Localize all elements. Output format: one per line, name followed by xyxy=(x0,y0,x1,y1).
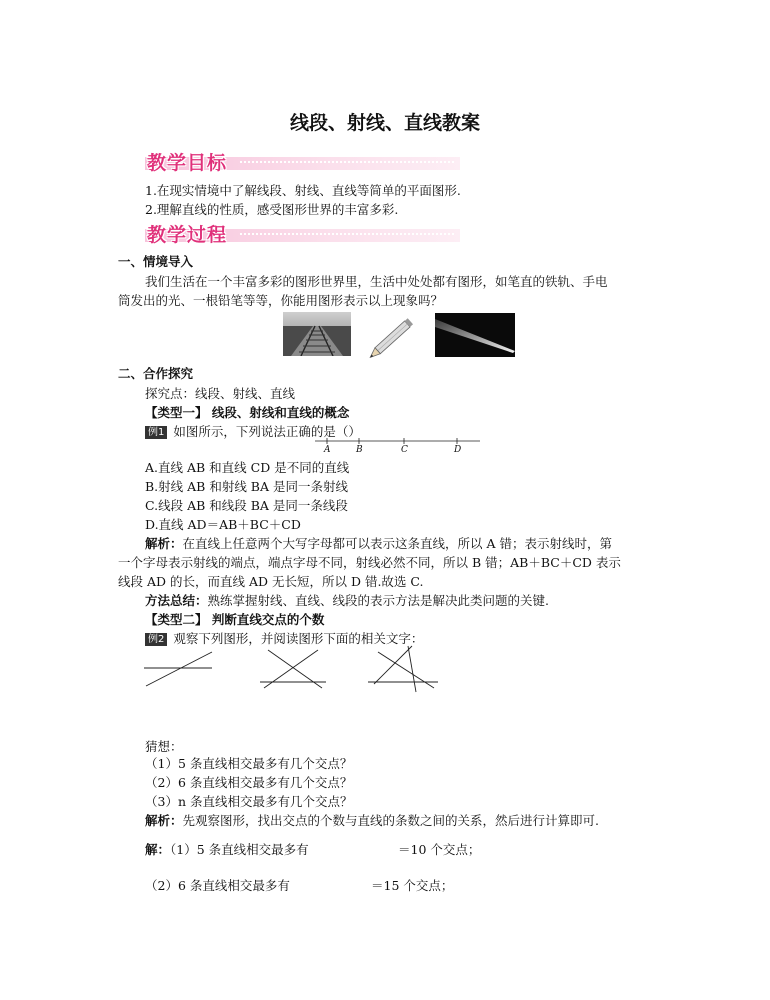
goals-heading: 教学目标 xyxy=(147,152,228,174)
method-text: 熟练掌握射线、直线、线段的表示方法是解决此类问题的关键. xyxy=(207,593,549,608)
solution-label: 解： xyxy=(145,842,171,857)
solution-result-2: ＝15 个交点； xyxy=(371,878,454,893)
analysis-text: 在直线上任意两个大写字母都可以表示这条直线，所以 A 错；表示射线时，第 xyxy=(182,536,612,551)
guess-item: （2）6 条直线相交最多有几个交点？ xyxy=(145,775,353,790)
option-a: A.直线 AB 和直线 CD 是不同的直线 xyxy=(145,460,350,475)
analysis-text: 一个字母表示射线的端点，端点字母不同，射线必然不同，所以 B 错；AB＋BC＋CD 表示 xyxy=(118,555,621,570)
example1-tag: 例1 xyxy=(145,426,167,439)
part1-heading: 一、情境导入 xyxy=(118,254,194,269)
page-title: 线段、射线、直线教案 xyxy=(289,112,480,134)
railway-photo xyxy=(283,312,351,356)
analysis2-label: 解析： xyxy=(145,813,183,828)
point-label: C xyxy=(401,445,408,455)
option-b: B.射线 AB 和射线 BA 是同一条射线 xyxy=(145,479,348,494)
guess-item: （1）5 条直线相交最多有几个交点？ xyxy=(145,756,353,771)
pencil-image xyxy=(368,314,420,358)
flashlight-beam-image xyxy=(435,313,515,357)
point-label: A xyxy=(324,445,331,455)
method-summary xyxy=(145,591,549,609)
analysis-line xyxy=(145,534,612,552)
example1-text: 如图所示，下列说法正确的是（） xyxy=(173,424,361,439)
intro-text: 筒发出的光、一根铅笔等等，你能用图形表示以上现象吗？ xyxy=(118,293,444,308)
example2-text: 观察下列图形，并阅读图形下面的相关文字： xyxy=(173,631,424,646)
three-lines-figure xyxy=(258,646,330,692)
process-heading: 教学过程 xyxy=(147,224,228,246)
example2-tag: 例2 xyxy=(145,633,167,646)
type1-heading: 【类型一】 线段、射线和直线的概念 xyxy=(145,405,350,420)
option-c: C.线段 AB 和线段 BA 是同一条线段 xyxy=(145,498,348,513)
solution-line-1 xyxy=(145,840,309,858)
analysis2-text: 先观察图形，找出交点的个数与直线的条数之间的关系，然后进行计算即可. xyxy=(182,813,599,828)
type2-heading: 【类型二】 判断直线交点的个数 xyxy=(145,612,325,627)
analysis-text: 线段 AD 的长，而直线 AD 无长短，所以 D 错.故选 C. xyxy=(118,574,424,589)
analysis2 xyxy=(145,811,599,829)
goal-item: 2.理解直线的性质，感受图形世界的丰富多彩. xyxy=(145,202,399,217)
solution-text: （1）5 条直线相交最多有 xyxy=(170,842,309,857)
method-label: 方法总结： xyxy=(145,593,208,608)
section-banner-goals xyxy=(145,148,460,174)
four-lines-figure xyxy=(366,642,442,694)
analysis-label: 解析： xyxy=(145,536,183,551)
guess-item: （3）n 条直线相交最多有几个交点？ xyxy=(145,794,353,809)
goal-item: 1.在现实情境中了解线段、射线、直线等简单的平面图形. xyxy=(145,183,461,198)
two-lines-figure xyxy=(140,646,220,692)
intro-text: 我们生活在一个丰富多彩的图形世界里，生活中处处都有图形，如笔直的铁轨、手电 xyxy=(145,274,608,289)
part2-heading: 二、合作探究 xyxy=(118,366,194,381)
solution-line-2: （2）6 条直线相交最多有 xyxy=(145,878,290,893)
option-d: D.直线 AD＝AB＋BC＋CD xyxy=(145,517,301,532)
guess-label: 猜想： xyxy=(145,739,183,754)
section-banner-process xyxy=(145,220,460,246)
point-label: B xyxy=(356,445,363,455)
point-label: D xyxy=(454,445,462,455)
explore-point: 探究点：线段、射线、直线 xyxy=(145,386,296,401)
solution-result-1: ＝10 个交点； xyxy=(398,842,481,857)
